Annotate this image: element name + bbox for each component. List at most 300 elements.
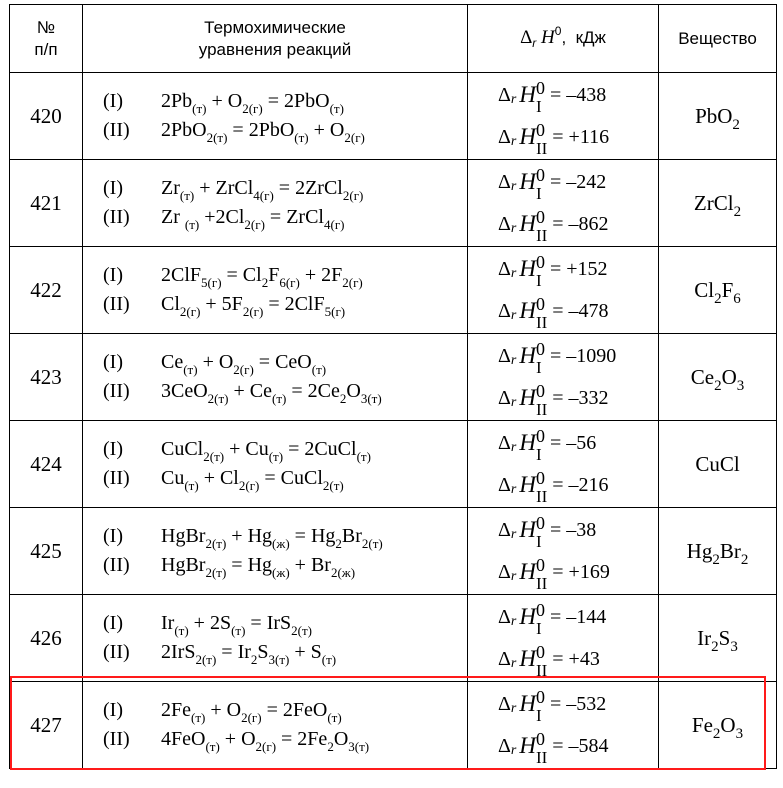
enthalpy-value: = –532 bbox=[549, 692, 607, 715]
equation-fragment: + S bbox=[289, 641, 322, 663]
h-indices bbox=[535, 554, 548, 593]
table-row bbox=[10, 682, 777, 769]
equation-fragment: Br bbox=[341, 525, 362, 547]
equation-subscript: 2(т) bbox=[291, 623, 312, 638]
delta-symbol: Δ bbox=[498, 299, 511, 322]
h-symbol: H bbox=[519, 646, 536, 671]
delta-symbol: Δ bbox=[498, 344, 511, 367]
equation-subscript: (т) bbox=[179, 188, 195, 203]
equation-subscript: 2(г) bbox=[244, 217, 265, 232]
equation-fragment: + 5F bbox=[200, 293, 243, 315]
h-superscript: 0 bbox=[535, 467, 545, 488]
formula-subscript: 2 bbox=[712, 725, 721, 742]
equation-fragment: = 2ClF bbox=[263, 293, 325, 315]
equation-fragment: + 2F bbox=[299, 264, 343, 286]
equation-subscript: (т) bbox=[183, 362, 198, 377]
delta-symbol: Δ bbox=[498, 257, 511, 280]
equation-subscript: 2(г) bbox=[242, 304, 264, 319]
equation-subscript: 3(т) bbox=[360, 391, 382, 406]
h-indices bbox=[535, 686, 545, 725]
equation-label: (I) bbox=[103, 264, 123, 286]
equation-subscript: (т) bbox=[329, 101, 344, 116]
row-number: 420 bbox=[10, 73, 83, 160]
h-symbol: H bbox=[519, 256, 536, 281]
equation-subscript: 2 bbox=[335, 536, 342, 551]
h-symbol: H bbox=[519, 604, 536, 629]
equation-subscript: 2(т) bbox=[205, 536, 227, 551]
h-symbol: H bbox=[519, 211, 536, 236]
equation-fragment: 2IrS bbox=[161, 641, 196, 663]
equation-line bbox=[83, 638, 467, 667]
equation-subscript: 5(г) bbox=[201, 275, 222, 290]
header-zero: 0 bbox=[554, 24, 562, 38]
r-subscript: r bbox=[510, 134, 517, 149]
equation-fragment: O bbox=[346, 380, 361, 402]
delta-symbol: Δ bbox=[498, 386, 511, 409]
equation-fragment: = Hg bbox=[226, 554, 273, 576]
header-enthalpy bbox=[468, 5, 659, 73]
equation-line bbox=[83, 696, 467, 725]
enthalpy-value: = –584 bbox=[552, 734, 609, 757]
equation-line bbox=[83, 348, 467, 377]
equation-fragment: HgBr bbox=[161, 525, 206, 547]
equation-text bbox=[161, 728, 370, 754]
equation-line bbox=[83, 609, 467, 638]
equation-fragment: +2Cl bbox=[199, 206, 245, 228]
formula-fragment: O bbox=[721, 364, 737, 389]
enthalpy-line bbox=[468, 335, 658, 377]
h-superscript: 0 bbox=[535, 338, 545, 359]
enthalpy-value: = –216 bbox=[552, 473, 609, 496]
h-indices bbox=[535, 251, 545, 290]
equation-line bbox=[83, 435, 467, 464]
table-row bbox=[10, 595, 777, 682]
formula-fragment: PbO bbox=[695, 103, 733, 128]
row-number: 425 bbox=[10, 508, 83, 595]
enthalpy-line bbox=[468, 74, 658, 116]
equation-line bbox=[83, 261, 467, 290]
table-body bbox=[10, 73, 777, 769]
header-equations bbox=[83, 5, 468, 73]
h-superscript: 0 bbox=[535, 206, 545, 227]
equation-label: (II) bbox=[103, 641, 130, 663]
enthalpy-line bbox=[468, 161, 658, 203]
equation-label: (II) bbox=[103, 467, 130, 489]
h-subscript: II bbox=[535, 573, 548, 593]
equation-subscript: 3(т) bbox=[268, 652, 290, 667]
equation-subscript: (ж) bbox=[272, 536, 290, 551]
h-superscript: 0 bbox=[535, 641, 545, 662]
header-unit: , кДж bbox=[561, 28, 606, 47]
delta-symbol: Δ bbox=[498, 212, 511, 235]
formula-subscript: 2 bbox=[740, 551, 749, 568]
header-h: H bbox=[541, 27, 555, 48]
equation-fragment: = 2CuCl bbox=[283, 438, 357, 460]
h-symbol: H bbox=[519, 343, 536, 368]
equation-fragment: 2Fe bbox=[161, 699, 191, 721]
row-enthalpy bbox=[468, 682, 659, 769]
enthalpy-value: = +152 bbox=[549, 257, 608, 280]
r-subscript: r bbox=[510, 527, 517, 542]
equation-subscript: 2(г) bbox=[242, 101, 263, 116]
delta-symbol: Δ bbox=[498, 170, 511, 193]
enthalpy-value: = –38 bbox=[549, 518, 597, 541]
equation-text bbox=[161, 351, 327, 377]
equation-subscript: 2 bbox=[261, 275, 269, 290]
r-subscript: r bbox=[510, 353, 517, 368]
h-subscript: I bbox=[535, 270, 542, 290]
enthalpy-value: = –478 bbox=[552, 299, 609, 322]
equation-text bbox=[161, 525, 383, 551]
equation-label: (I) bbox=[103, 177, 123, 199]
equation-text bbox=[161, 90, 344, 116]
formula-subscript: 3 bbox=[730, 638, 738, 655]
row-number: 422 bbox=[10, 247, 83, 334]
equation-fragment: = Hg bbox=[289, 525, 336, 547]
equation-subscript: 2(г) bbox=[241, 710, 262, 725]
h-indices bbox=[535, 206, 548, 245]
equation-text bbox=[161, 264, 363, 290]
h-subscript: II bbox=[535, 660, 548, 680]
equation-line bbox=[83, 725, 467, 754]
formula-fragment: Hg bbox=[686, 538, 713, 563]
formula-fragment: Ir bbox=[697, 625, 712, 650]
formula-subscript: 3 bbox=[735, 725, 744, 742]
h-superscript: 0 bbox=[535, 512, 545, 533]
equation-fragment: + O bbox=[197, 351, 234, 373]
reactions-table bbox=[9, 4, 777, 769]
row-equations bbox=[83, 160, 468, 247]
formula-subscript: 2 bbox=[714, 290, 722, 307]
equation-subscript: (т) bbox=[192, 101, 207, 116]
h-indices bbox=[535, 164, 545, 203]
equation-fragment: = ZrCl bbox=[264, 206, 324, 228]
h-superscript: 0 bbox=[535, 293, 545, 314]
r-subscript: r bbox=[510, 440, 517, 455]
equation-fragment: F bbox=[268, 264, 280, 286]
row-substance bbox=[659, 682, 777, 769]
equation-label: (I) bbox=[103, 438, 123, 460]
formula-subscript: 2 bbox=[732, 116, 740, 133]
equation-line bbox=[83, 116, 467, 145]
enthalpy-value: = –332 bbox=[552, 386, 609, 409]
header-delta: Δ bbox=[520, 27, 533, 48]
enthalpy-line bbox=[468, 290, 658, 332]
h-superscript: 0 bbox=[535, 728, 545, 749]
r-subscript: r bbox=[510, 266, 517, 281]
formula-subscript: 2 bbox=[712, 551, 720, 568]
h-indices bbox=[535, 293, 548, 332]
h-symbol: H bbox=[519, 472, 536, 497]
equation-fragment: = 2PbO bbox=[227, 119, 295, 141]
enthalpy-line bbox=[468, 464, 658, 506]
h-subscript: I bbox=[535, 618, 542, 638]
delta-symbol: Δ bbox=[498, 518, 511, 541]
equation-text bbox=[161, 467, 344, 493]
equation-subscript: (т) bbox=[231, 623, 246, 638]
equation-line bbox=[83, 377, 467, 406]
header-number bbox=[10, 5, 83, 73]
table-row bbox=[10, 508, 777, 595]
r-subscript: r bbox=[510, 614, 517, 629]
equation-label: (II) bbox=[103, 206, 130, 228]
row-number: 427 bbox=[10, 682, 83, 769]
formula-fragment: ZrCl bbox=[693, 190, 734, 215]
r-subscript: r bbox=[510, 395, 517, 410]
table-header-row bbox=[10, 5, 777, 73]
h-indices bbox=[535, 77, 545, 116]
equation-label: (II) bbox=[103, 554, 130, 576]
h-indices bbox=[535, 338, 545, 377]
equation-subscript: 2 bbox=[250, 652, 258, 667]
row-equations bbox=[83, 247, 468, 334]
equation-fragment: 4FeO bbox=[161, 728, 206, 750]
enthalpy-line bbox=[468, 638, 658, 680]
r-subscript: r bbox=[510, 701, 517, 716]
row-substance bbox=[659, 508, 777, 595]
equation-fragment: + Hg bbox=[226, 525, 273, 547]
equation-subscript: 2(т) bbox=[206, 130, 228, 145]
r-subscript: r bbox=[510, 743, 517, 758]
equation-subscript: 2(т) bbox=[195, 652, 217, 667]
enthalpy-value: = –242 bbox=[549, 170, 607, 193]
enthalpy-line bbox=[468, 509, 658, 551]
equation-fragment: + O bbox=[205, 699, 242, 721]
h-indices bbox=[535, 380, 548, 419]
equation-subscript: 5(г) bbox=[324, 304, 346, 319]
equation-fragment: 2PbO bbox=[161, 119, 207, 141]
equation-fragment: 2ClF bbox=[161, 264, 202, 286]
h-subscript: II bbox=[535, 138, 548, 158]
equation-text bbox=[161, 206, 345, 232]
equation-fragment: = 2Ce bbox=[286, 380, 340, 402]
equation-text bbox=[161, 293, 346, 319]
r-subscript: r bbox=[510, 482, 517, 497]
delta-symbol: Δ bbox=[498, 560, 511, 583]
header-substance-label: Вещество bbox=[678, 28, 757, 48]
equation-subscript: 6(г) bbox=[279, 275, 300, 290]
equation-label: (II) bbox=[103, 119, 130, 141]
row-substance bbox=[659, 421, 777, 508]
equation-fragment: Zr bbox=[161, 177, 180, 199]
equation-fragment: = Ir bbox=[216, 641, 251, 663]
h-subscript: II bbox=[535, 225, 548, 245]
h-subscript: I bbox=[535, 444, 542, 464]
equation-subscript: 2(г) bbox=[344, 130, 365, 145]
formula-subscript: 2 bbox=[714, 377, 722, 394]
equation-subscript: (т) bbox=[356, 449, 371, 464]
row-number: 426 bbox=[10, 595, 83, 682]
equation-subscript: 3(т) bbox=[348, 739, 370, 754]
h-superscript: 0 bbox=[535, 686, 545, 707]
formula-subscript: 3 bbox=[736, 377, 745, 394]
enthalpy-value: = –144 bbox=[549, 605, 607, 628]
equation-fragment: + 2S bbox=[188, 612, 232, 634]
equation-fragment: 3CeO bbox=[161, 380, 208, 402]
equation-subscript: (т) bbox=[205, 739, 220, 754]
h-symbol: H bbox=[519, 691, 536, 716]
equation-fragment: Cl bbox=[161, 293, 180, 315]
h-subscript: I bbox=[535, 705, 542, 725]
h-symbol: H bbox=[519, 298, 536, 323]
h-indices bbox=[535, 728, 548, 767]
equation-subscript: (т) bbox=[174, 623, 189, 638]
h-superscript: 0 bbox=[535, 380, 545, 401]
equation-text bbox=[161, 699, 342, 725]
equation-text bbox=[161, 612, 312, 638]
row-substance bbox=[659, 160, 777, 247]
h-subscript: I bbox=[535, 357, 542, 377]
h-superscript: 0 bbox=[535, 119, 545, 140]
formula-subscript: 2 bbox=[711, 638, 719, 655]
row-equations bbox=[83, 73, 468, 160]
h-superscript: 0 bbox=[535, 554, 545, 575]
equation-fragment: + Ce bbox=[228, 380, 273, 402]
equation-subscript: 2(т) bbox=[207, 391, 229, 406]
equation-line bbox=[83, 290, 467, 319]
equation-text bbox=[161, 554, 356, 580]
h-symbol: H bbox=[519, 82, 536, 107]
enthalpy-line bbox=[468, 422, 658, 464]
equation-fragment: = 2Fe bbox=[276, 728, 328, 750]
r-subscript: r bbox=[510, 569, 517, 584]
formula-fragment: F bbox=[721, 277, 734, 302]
equation-fragment: + Cu bbox=[224, 438, 269, 460]
equation-subscript: 2(г) bbox=[342, 275, 363, 290]
enthalpy-line bbox=[468, 116, 658, 158]
equation-line bbox=[83, 464, 467, 493]
h-superscript: 0 bbox=[535, 425, 545, 446]
formula-fragment: CuCl bbox=[695, 451, 740, 476]
equation-text bbox=[161, 177, 364, 203]
r-subscript: r bbox=[510, 656, 517, 671]
equation-subscript: 2 bbox=[339, 391, 347, 406]
header-number-line2: п/п bbox=[34, 39, 58, 59]
equation-fragment: = CuCl bbox=[259, 467, 323, 489]
equation-subscript: (т) bbox=[327, 710, 342, 725]
row-enthalpy bbox=[468, 421, 659, 508]
h-symbol: H bbox=[519, 124, 536, 149]
h-indices bbox=[535, 119, 548, 158]
header-equations-line1: Термохимические bbox=[204, 17, 346, 37]
equation-subscript: 2(г) bbox=[233, 362, 254, 377]
formula-fragment: S bbox=[718, 625, 731, 650]
equation-subscript: 2(т) bbox=[361, 536, 383, 551]
equation-subscript: 4(г) bbox=[323, 217, 345, 232]
h-symbol: H bbox=[519, 733, 536, 758]
table-row bbox=[10, 247, 777, 334]
row-enthalpy bbox=[468, 247, 659, 334]
formula-fragment: Cl bbox=[694, 277, 715, 302]
equation-line bbox=[83, 203, 467, 232]
header-substance bbox=[659, 5, 777, 73]
header-r: r bbox=[532, 36, 537, 50]
h-subscript: II bbox=[535, 747, 548, 767]
row-enthalpy bbox=[468, 73, 659, 160]
h-subscript: II bbox=[535, 399, 548, 419]
row-equations bbox=[83, 421, 468, 508]
equation-fragment: = IrS bbox=[245, 612, 292, 634]
equation-subscript: 2(г) bbox=[255, 739, 277, 754]
row-enthalpy bbox=[468, 595, 659, 682]
r-subscript: r bbox=[510, 221, 517, 236]
equation-fragment: CuCl bbox=[161, 438, 204, 460]
equation-fragment: O bbox=[333, 728, 349, 750]
row-equations bbox=[83, 508, 468, 595]
formula-subscript: 2 bbox=[733, 203, 742, 220]
equation-subscript: (т) bbox=[321, 652, 337, 667]
formula-fragment: Ce bbox=[690, 364, 715, 389]
equation-fragment: = 2FeO bbox=[261, 699, 328, 721]
row-number: 423 bbox=[10, 334, 83, 421]
h-superscript: 0 bbox=[535, 251, 545, 272]
row-equations bbox=[83, 595, 468, 682]
equation-label: (I) bbox=[103, 525, 123, 547]
enthalpy-line bbox=[468, 596, 658, 638]
formula-subscript: 6 bbox=[733, 290, 741, 307]
row-enthalpy bbox=[468, 160, 659, 247]
equation-subscript: (т) bbox=[184, 478, 199, 493]
equation-subscript: 2(т) bbox=[205, 565, 227, 580]
equation-subscript: (т) bbox=[268, 449, 284, 464]
equation-fragment: + O bbox=[206, 90, 243, 112]
formula-fragment: Fe bbox=[691, 712, 713, 737]
equation-fragment: HgBr bbox=[161, 554, 206, 576]
h-indices bbox=[535, 512, 545, 551]
delta-symbol: Δ bbox=[498, 125, 511, 148]
equation-fragment: S bbox=[257, 641, 269, 663]
equation-label: (II) bbox=[103, 380, 130, 402]
equation-fragment: = 2PbO bbox=[262, 90, 330, 112]
row-equations bbox=[83, 334, 468, 421]
row-enthalpy bbox=[468, 334, 659, 421]
delta-symbol: Δ bbox=[498, 83, 511, 106]
equation-line bbox=[83, 174, 467, 203]
equation-fragment: 2Pb bbox=[161, 90, 193, 112]
equation-fragment: Ir bbox=[161, 612, 175, 634]
r-subscript: r bbox=[510, 92, 517, 107]
formula-fragment: Br bbox=[719, 538, 741, 563]
equation-text bbox=[161, 119, 365, 145]
table-row bbox=[10, 334, 777, 421]
row-substance bbox=[659, 595, 777, 682]
equation-subscript: (ж) bbox=[272, 565, 290, 580]
equation-subscript: (т) bbox=[294, 130, 309, 145]
enthalpy-line bbox=[468, 725, 658, 767]
equation-label: (I) bbox=[103, 351, 123, 373]
h-subscript: I bbox=[535, 183, 542, 203]
equation-fragment: + O bbox=[308, 119, 345, 141]
enthalpy-value: = +116 bbox=[552, 125, 610, 148]
equation-subscript: 2(г) bbox=[238, 478, 260, 493]
equation-subscript: 2(г) bbox=[179, 304, 201, 319]
h-superscript: 0 bbox=[535, 77, 545, 98]
equation-text bbox=[161, 641, 337, 667]
enthalpy-value: = –862 bbox=[552, 212, 609, 235]
h-symbol: H bbox=[519, 517, 536, 542]
h-symbol: H bbox=[519, 385, 536, 410]
enthalpy-value: = –438 bbox=[549, 83, 607, 106]
enthalpy-line bbox=[468, 203, 658, 245]
equation-subscript: 2(г) bbox=[342, 188, 364, 203]
equation-fragment: Cu bbox=[161, 467, 185, 489]
equation-subscript: (т) bbox=[184, 217, 200, 232]
equation-line bbox=[83, 551, 467, 580]
row-number: 421 bbox=[10, 160, 83, 247]
delta-symbol: Δ bbox=[498, 647, 511, 670]
equation-label: (II) bbox=[103, 293, 130, 315]
equation-label: (I) bbox=[103, 612, 123, 634]
